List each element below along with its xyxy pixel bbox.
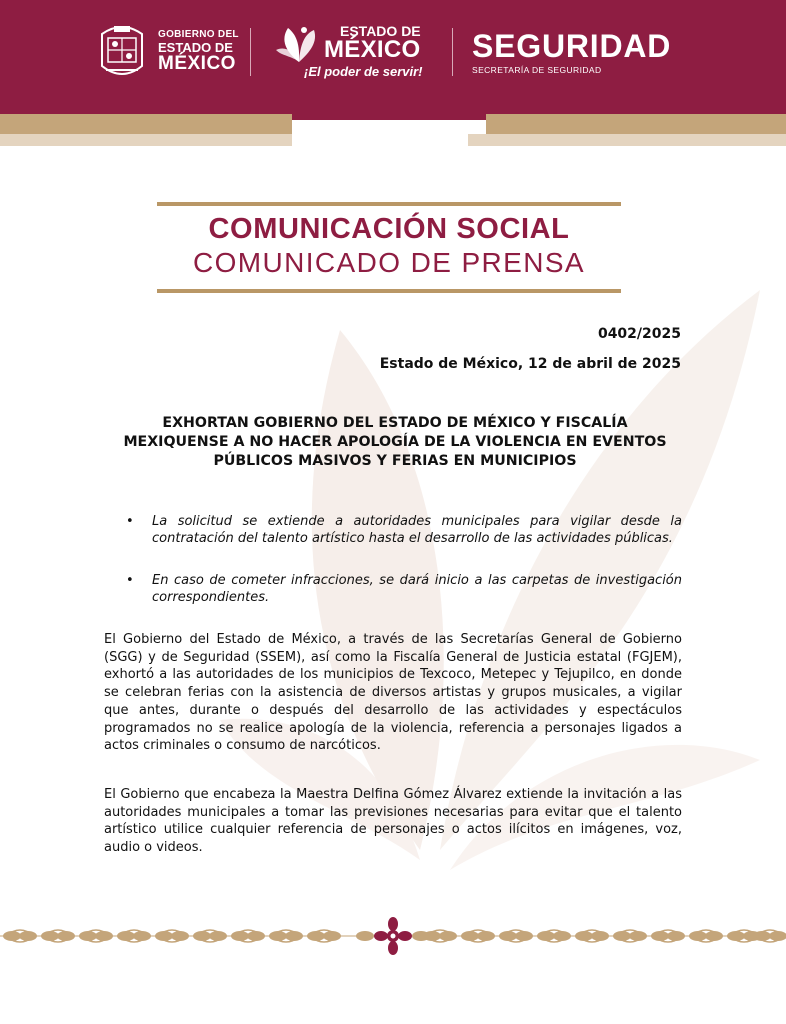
- estado-slogan: ¡El poder de servir!: [304, 64, 423, 79]
- gold-band-left: [0, 114, 292, 134]
- center-flower-icon: [356, 917, 430, 955]
- section-subtitle: COMUNICADO DE PRENSA: [192, 246, 586, 278]
- ornamental-border: [0, 916, 786, 956]
- body-paragraph: El Gobierno que encabeza la Maestra Delfina Gómez Álvarez extiende la invitación a las autoridades municipales a tomar las previsiones necesarias para evitar que el talento artístico utilice cualquier referencia de personajes o actos ilícitos en imágenes, voz, audio o videos.: [104, 787, 682, 856]
- body-paragraph: El Gobierno del Estado de México, a través de las Secretarías General de Gobierno (SGG) y de Seguridad (SSEM), así como la Fiscalía General de Justicia estatal (FGJEM), exhortó a las autoridades de los municipios de Texcoco, Metepec y Tejupilco, en donde se celebran ferias con la asistencia de diversos artistas y grupos musicales, a vigilar que antes, durante o después del desarrollo de las actividades y espectáculos programados no se realice apología de la violencia, referencia a personajes ligados a actos criminales o consumo de narcóticos.: [104, 632, 682, 754]
- gobierno-line3: MÉXICO: [158, 53, 236, 75]
- estado-logo-text: [304, 23, 423, 79]
- section-title-box: [157, 202, 621, 293]
- gobierno-line1: GOBIERNO DEL: [158, 29, 239, 40]
- estado-line1: ESTADO DE: [340, 23, 421, 39]
- header-divider: [250, 28, 251, 76]
- coat-of-arms-logo: [94, 20, 150, 82]
- press-release-number: 0402/2025: [597, 326, 681, 342]
- summary-bullets: [120, 513, 682, 631]
- seguridad-subtitle: SECRETARÍA DE SEGURIDAD: [472, 65, 602, 75]
- flower-logo-icon: [274, 22, 324, 66]
- estado-line2: MÉXICO: [324, 36, 421, 63]
- seguridad-logo-text: [472, 30, 671, 75]
- header-divider: [452, 28, 453, 76]
- seguridad-title: SEGURIDAD: [472, 28, 672, 64]
- section-top-rule: [157, 202, 621, 206]
- bullet-item: • La solicitud se extiende a autoridades municipales para vigilar desde la contratación del talento artístico hasta el desarrollo de las actividades públicas.: [120, 513, 682, 547]
- section-bottom-rule: [157, 289, 621, 293]
- place-date: Estado de México, 12 de abril de 2025: [379, 356, 681, 372]
- gobierno-line2: ESTADO DE: [158, 39, 233, 55]
- headline: EXHORTAN GOBIERNO DEL ESTADO DE MÉXICO Y FISCALÍA MEXIQUENSE A NO HACER APOLOGÍA DE LA VIOLENCIA EN EVENTOS PÚBLICOS MASIVOS Y FERIAS EN MUNICIPIOS: [123, 415, 667, 469]
- light-band-left: [0, 134, 292, 146]
- section-title: COMUNICACIÓN SOCIAL: [208, 213, 570, 245]
- gold-band-right: [486, 114, 786, 134]
- light-band-right: [468, 134, 786, 146]
- bullet-item: • En caso de cometer infracciones, se dará inicio a las carpetas de investigación correspondientes.: [120, 572, 682, 606]
- gobierno-logo-text: [158, 30, 239, 74]
